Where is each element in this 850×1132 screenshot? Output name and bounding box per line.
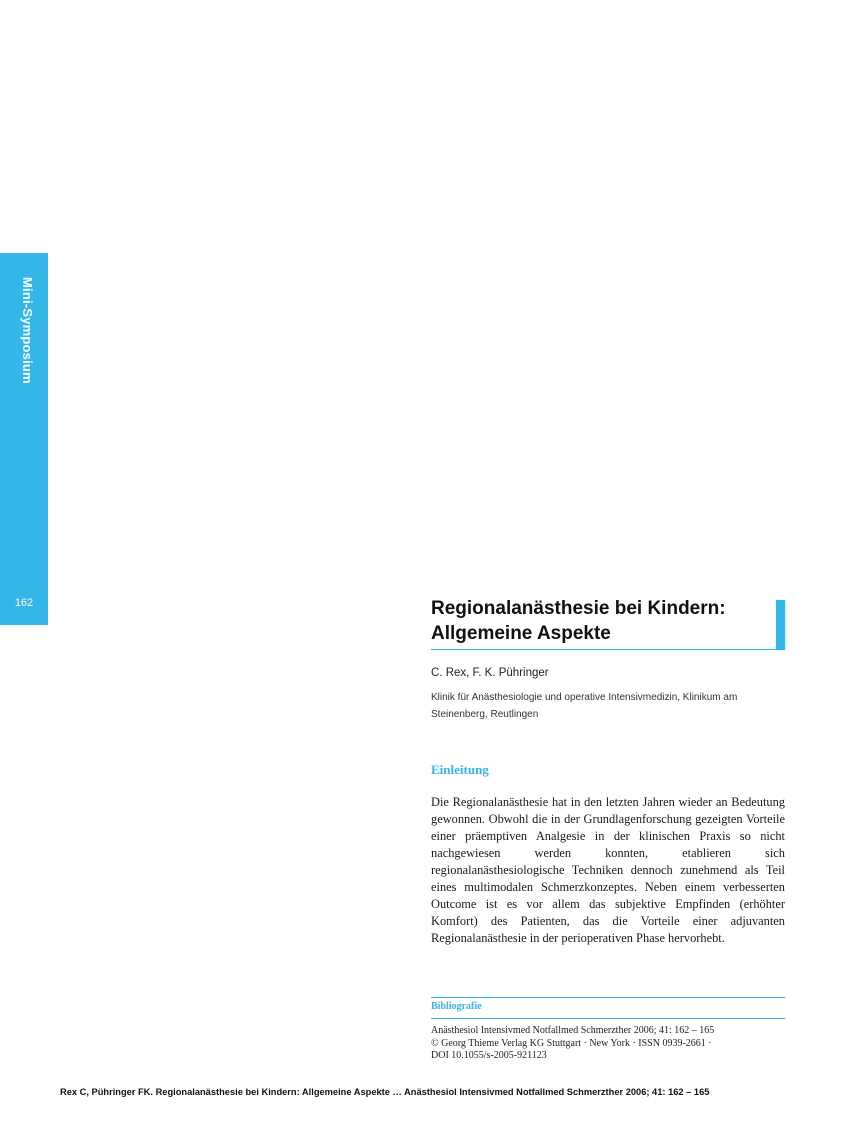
title-underline <box>431 649 785 650</box>
bibliography-top-rule <box>431 997 785 998</box>
footer-citation: Rex C, Pühringer FK. Regionalanästhesie bei Kindern: Allgemeine Aspekte … Anästhesiol Intensivmed Notfallmed Schmerzther 2006; 41: 162 – 165 <box>60 1087 710 1097</box>
section-heading: Einleitung <box>431 762 489 777</box>
article-title <box>431 596 771 646</box>
bibliography-line: © Georg Thieme Verlag KG Stuttgart · New York · ISSN 0939-2661 · <box>431 1037 712 1049</box>
section-label: Mini-Symposium <box>20 277 35 384</box>
article-title-line-1: Regionalanästhesie bei Kindern: <box>431 598 726 619</box>
authors: C. Rex, F. K. Pühringer <box>431 667 549 679</box>
bibliography-bottom-rule <box>431 1018 785 1019</box>
title-accent-bar <box>776 600 785 649</box>
bibliography-line: DOI 10.1055/s-2005-921123 <box>431 1050 547 1061</box>
bibliography-label: Bibliografie <box>431 1001 482 1012</box>
article-title-line-2: Allgemeine Aspekte <box>431 623 611 644</box>
bibliography-details <box>431 1025 791 1063</box>
body-paragraph: Die Regionalanästhesie hat in den letzten Jahren wieder an Bedeutung gewonnen. Obwohl die in der Grundlagenforschung gezeigten Vorteile einer präemptiven Analgesie in der klinischen Praxis so nicht nachgewiesen werden konnten, etablieren sich regionalanästhesiologische Techniken dennoch zunehmend als Teil eines multimodalen Schmerzkonzeptes. Neben einem verbesserten Outcome ist es vor allem das subjektive Empfinden (erhöhter Komfort) des Patienten, das die Vorteile einer adjuvanten Regionalanästhesie in der perioperativen Phase hervorhebt. <box>431 795 785 945</box>
page-number: 162 <box>14 597 34 609</box>
affiliation: Klinik für Anästhesiologie und operative Intensivmedizin, Klinikum am Steinenberg, Reutlingen <box>431 692 738 720</box>
bibliography-line: Anästhesiol Intensivmed Notfallmed Schmerzther 2006; 41: 162 – 165 <box>431 1025 715 1036</box>
